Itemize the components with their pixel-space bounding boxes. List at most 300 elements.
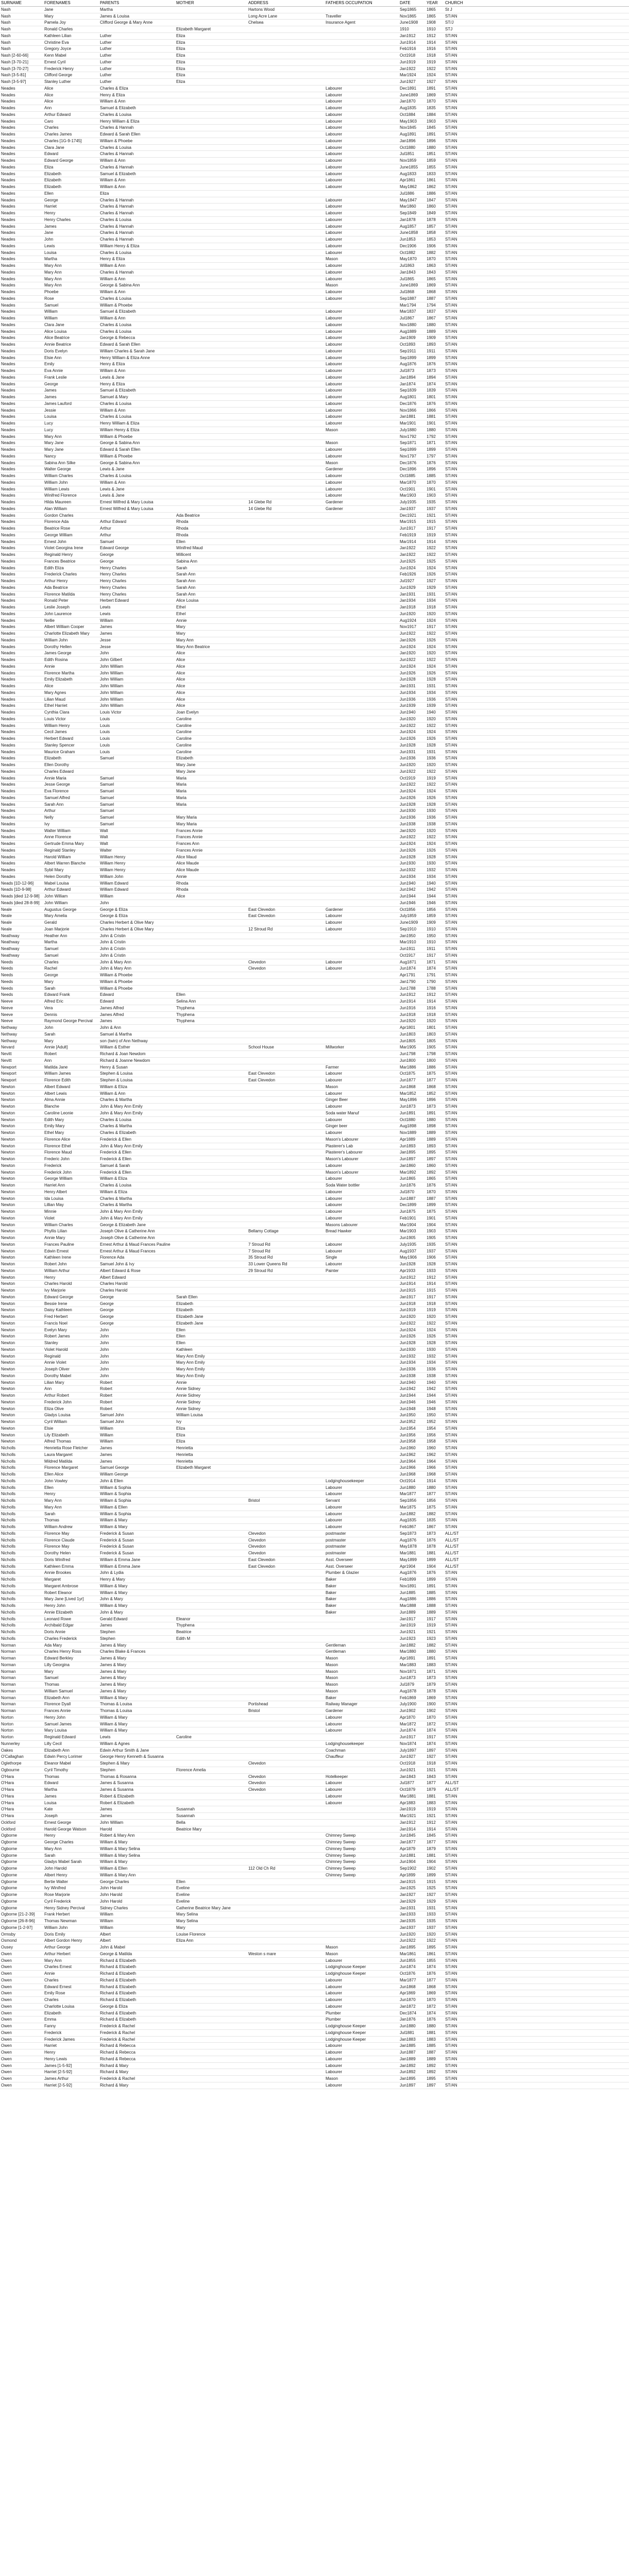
mother-cell: Mary Maria (175, 821, 247, 827)
row-spacer (475, 505, 629, 512)
table-row (0, 1116, 629, 1123)
fathers-occupation-cell (325, 512, 399, 519)
year-cell: 1929 (426, 584, 444, 591)
address-cell: Weston s mare (247, 1951, 325, 1957)
row-spacer (475, 335, 629, 342)
mother-cell (175, 1077, 247, 1084)
surname-cell: Neades (0, 821, 43, 827)
row-spacer (475, 6, 629, 13)
date-cell: Sep1911 (399, 348, 426, 354)
date-cell: Feb1899 (399, 1577, 426, 1583)
address-cell (247, 2082, 325, 2089)
church-cell: ST/AN (444, 1859, 475, 1866)
year-cell: 1940 (426, 1379, 444, 1386)
parents-cell: Richard & Elizabeth (99, 1964, 175, 1971)
church-cell: ST/AN (444, 1589, 475, 1596)
date-cell: Jul1881 (399, 2029, 426, 2036)
forenames-cell: Leslie Joseph (43, 604, 99, 611)
parents-cell: John (99, 1340, 175, 1347)
church-cell: ST/AN (444, 1202, 475, 1209)
mother-cell (175, 926, 247, 933)
surname-cell: Neeve (0, 1011, 43, 1018)
date-cell: Apr1933 (399, 1267, 426, 1274)
year-cell: 1851 (426, 151, 444, 158)
forenames-cell: Reginald Henry (43, 552, 99, 558)
forenames-cell: Charles Harold (43, 1281, 99, 1287)
address-cell (247, 1589, 325, 1596)
surname-cell: Newton (0, 1255, 43, 1261)
parents-cell: Lewis (99, 611, 175, 617)
mother-cell (175, 1149, 247, 1156)
table-row (0, 998, 629, 1005)
date-cell: July1880 (399, 427, 426, 433)
row-spacer (475, 1898, 629, 1905)
mother-cell: Ethel (175, 604, 247, 611)
table-row (0, 1898, 629, 1905)
table-row (0, 512, 629, 519)
row-spacer (475, 1162, 629, 1169)
date-cell: Jan1922 (399, 545, 426, 552)
fathers-occupation-cell: Labourer (325, 926, 399, 933)
table-row (0, 532, 629, 538)
church-cell: ST/AN (444, 1307, 475, 1314)
church-cell: ST/AN (444, 190, 475, 197)
surname-cell: Nash [3-5-81] (0, 72, 43, 79)
parents-cell: Charles Harold (99, 1281, 175, 1287)
mother-cell: Rhoda (175, 880, 247, 887)
year-cell: 1901 (426, 420, 444, 427)
fathers-occupation-cell (325, 79, 399, 86)
year-cell: 1920 (426, 650, 444, 657)
table-row (0, 1340, 629, 1347)
parents-cell: Luther (99, 46, 175, 53)
church-cell: ST/AN (444, 1209, 475, 1215)
row-spacer (475, 624, 629, 631)
church-cell: ST/AN (444, 1051, 475, 1058)
table-row (0, 1182, 629, 1189)
table-row (0, 105, 629, 112)
year-cell: 1874 (426, 1727, 444, 1734)
date-cell: Jun1936 (399, 815, 426, 821)
year-cell: 1792 (426, 433, 444, 440)
surname-cell: Neades (0, 650, 43, 657)
mother-cell (175, 1990, 247, 1997)
column-header: DATE (399, 0, 426, 6)
mother-cell: Caroline (175, 736, 247, 742)
table-row (0, 1675, 629, 1682)
table-row (0, 801, 629, 808)
surname-cell: Neades (0, 755, 43, 762)
surname-cell: Neades (0, 663, 43, 670)
mother-cell (175, 190, 247, 197)
row-spacer (475, 788, 629, 795)
mother-cell: Rhoda (175, 519, 247, 526)
row-spacer (475, 965, 629, 972)
church-cell: ST/AN (444, 1491, 475, 1498)
table-row (0, 887, 629, 893)
row-spacer (475, 321, 629, 328)
row-spacer (475, 473, 629, 480)
surname-cell: Neades (0, 374, 43, 381)
row-spacer (475, 1544, 629, 1550)
surname-cell: Neades (0, 125, 43, 131)
year-cell: 1835 (426, 1517, 444, 1524)
table-row (0, 328, 629, 335)
surname-cell: Owen (0, 1990, 43, 1997)
row-spacer (475, 1852, 629, 1859)
forenames-cell: Edward (43, 151, 99, 158)
mother-cell (175, 342, 247, 348)
surname-cell: Nicholls (0, 1530, 43, 1537)
address-cell (247, 808, 325, 815)
row-spacer (475, 1635, 629, 1642)
fathers-occupation-cell (325, 1419, 399, 1426)
row-spacer (475, 1754, 629, 1760)
table-row (0, 2043, 629, 2049)
address-cell (247, 269, 325, 276)
church-cell: ST/AN (444, 1241, 475, 1248)
church-cell: ST/AN (444, 959, 475, 965)
row-spacer (475, 39, 629, 46)
date-cell: Jun1968 (399, 1471, 426, 1478)
table-row (0, 1327, 629, 1333)
surname-cell: Owen (0, 1964, 43, 1971)
parents-cell: Charles & Louisa (99, 216, 175, 223)
fathers-occupation-cell (325, 755, 399, 762)
table-row (0, 526, 629, 532)
table-row (0, 1038, 629, 1044)
parents-cell: Henry & Eliza (99, 361, 175, 368)
surname-cell: Neades (0, 689, 43, 696)
surname-cell: Nicholls (0, 1445, 43, 1452)
row-spacer (475, 381, 629, 387)
address-cell: Clevedon (247, 1760, 325, 1767)
address-cell (247, 1287, 325, 1294)
parents-cell: Robert (99, 1379, 175, 1386)
church-cell: ST/AN (444, 79, 475, 86)
address-cell (247, 230, 325, 236)
parents-cell: William & Phoebe (99, 985, 175, 992)
church-cell: ST/AN (444, 1110, 475, 1116)
address-cell (247, 433, 325, 440)
parents-cell: Charles & Martha (99, 1123, 175, 1130)
date-cell: Jun1803 (399, 1031, 426, 1038)
row-spacer (475, 1721, 629, 1727)
row-spacer (475, 92, 629, 98)
table-row (0, 1905, 629, 1911)
date-cell: Jun1922 (399, 768, 426, 775)
forenames-cell: Edwin Ernest (43, 1248, 99, 1255)
address-cell (247, 657, 325, 664)
church-cell: ST/AN (444, 2076, 475, 2082)
mother-cell: Beatrice (175, 1629, 247, 1636)
row-spacer (475, 151, 629, 158)
fathers-occupation-cell: Labourer (325, 447, 399, 453)
mother-cell (175, 933, 247, 939)
surname-cell: Norman (0, 1675, 43, 1682)
date-cell: May1870 (399, 256, 426, 263)
surname-cell: Newport (0, 1071, 43, 1077)
date-cell: Jun1926 (399, 794, 426, 801)
year-cell: 1881 (426, 1852, 444, 1859)
surname-cell: Newton (0, 1386, 43, 1393)
table-row (0, 1451, 629, 1458)
mother-cell (175, 1248, 247, 1255)
church-cell: ST/AN (444, 519, 475, 526)
surname-cell: Nunnerley (0, 1740, 43, 1747)
mother-cell (175, 1498, 247, 1504)
mother-cell: Annie Sidney (175, 1399, 247, 1405)
parents-cell: George & Eliza (99, 2003, 175, 2010)
church-cell: ST/AN (444, 65, 475, 72)
fathers-occupation-cell: Labourer (325, 1990, 399, 1997)
date-cell: Jun1922 (399, 1320, 426, 1327)
date-cell: Nov1797 (399, 453, 426, 460)
church-cell: ST/AN (444, 2029, 475, 2036)
church-cell: ST/AN (444, 624, 475, 631)
parents-cell: Louis (99, 716, 175, 722)
parents-cell: Charles & Hannah (99, 204, 175, 210)
table-row (0, 1530, 629, 1537)
table-row (0, 6, 629, 13)
table-row (0, 1176, 629, 1182)
parents-cell: William & Emma Jane (99, 1556, 175, 1563)
fathers-occupation-cell (325, 643, 399, 650)
mother-cell (175, 387, 247, 394)
forenames-cell: Mabel Louisa (43, 880, 99, 887)
table-row (0, 1209, 629, 1215)
year-cell: 1877 (426, 1839, 444, 1846)
parents-cell: Thomas & Rosanna (99, 1773, 175, 1780)
address-cell (247, 118, 325, 125)
table-row (0, 643, 629, 650)
row-spacer (475, 729, 629, 736)
parents-cell: Richard & Joan Newdom (99, 1051, 175, 1058)
forenames-cell: Annie Beatrice (43, 342, 99, 348)
parents-cell: John Harold (99, 1898, 175, 1905)
year-cell: 1934 (426, 873, 444, 880)
surname-cell: Neades (0, 295, 43, 302)
table-row (0, 1635, 629, 1642)
forenames-cell: Kate (43, 1806, 99, 1813)
mother-cell: Caroline (175, 716, 247, 722)
row-spacer (475, 85, 629, 92)
church-cell: ST/AN (444, 105, 475, 112)
church-cell: ST/AN (444, 1938, 475, 1944)
mother-cell (175, 328, 247, 335)
surname-cell: Neades (0, 223, 43, 230)
row-spacer (475, 1971, 629, 1977)
fathers-occupation-cell: Labourer (325, 144, 399, 151)
mother-cell: Henrietta (175, 1445, 247, 1452)
year-cell: 1910 (426, 939, 444, 946)
table-row (0, 1944, 629, 1951)
parents-cell: Louis (99, 722, 175, 729)
table-row (0, 900, 629, 906)
forenames-cell: James Arthur (43, 2076, 99, 2082)
mother-cell (175, 20, 247, 26)
date-cell: Apr1791 (399, 972, 426, 979)
parents-cell: William & Mary (99, 1517, 175, 1524)
date-cell: Jun1923 (399, 1635, 426, 1642)
parents-cell: Samuel & Elizabeth (99, 171, 175, 177)
row-spacer (475, 1110, 629, 1116)
surname-cell: Newton (0, 1215, 43, 1222)
table-row (0, 479, 629, 486)
address-cell (247, 342, 325, 348)
forenames-cell: Charles (43, 125, 99, 131)
mother-cell (175, 1556, 247, 1563)
church-cell: ST/AN (444, 1438, 475, 1445)
date-cell: Jun1931 (399, 749, 426, 755)
year-cell: 1855 (426, 164, 444, 171)
church-cell: ST/AN (444, 2056, 475, 2062)
date-cell: Jun1922 (399, 834, 426, 841)
fathers-occupation-cell (325, 302, 399, 309)
row-spacer (475, 1537, 629, 1544)
parents-cell: Samuel John & Ivy (99, 1261, 175, 1268)
table-row (0, 1727, 629, 1734)
parents-cell: William & Phoebe (99, 978, 175, 985)
surname-cell: Neades (0, 171, 43, 177)
year-cell: 1855 (426, 1957, 444, 1964)
table-row (0, 926, 629, 933)
mother-cell: Ellen (175, 538, 247, 545)
parents-cell: Samuel (99, 788, 175, 795)
row-spacer (475, 1130, 629, 1137)
year-cell: 1899 (426, 1556, 444, 1563)
year-cell: 1881 (426, 1550, 444, 1557)
surname-cell: Nicholls (0, 1629, 43, 1636)
table-row (0, 1740, 629, 1747)
fathers-occupation-cell: Labourer (325, 354, 399, 361)
row-spacer (475, 1077, 629, 1084)
mother-cell (175, 1228, 247, 1235)
church-cell: ST/AN (444, 1346, 475, 1353)
fathers-occupation-cell: Labourer (325, 1714, 399, 1721)
surname-cell: Norton (0, 1714, 43, 1721)
address-cell (247, 663, 325, 670)
surname-cell: Ogborne (0, 1898, 43, 1905)
address-cell (247, 2016, 325, 2023)
fathers-occupation-cell (325, 663, 399, 670)
parents-cell: William & Emma Jane (99, 1563, 175, 1570)
row-spacer (475, 53, 629, 59)
forenames-cell: Henry Lewis (43, 2056, 99, 2062)
row-spacer (475, 466, 629, 473)
church-cell: ST/AN (444, 1806, 475, 1813)
church-cell: ST/AN (444, 1372, 475, 1379)
row-spacer (475, 1202, 629, 1209)
fathers-occupation-cell: Gentleman (325, 1649, 399, 1655)
surname-cell: Neades (0, 309, 43, 315)
year-cell: 1835 (426, 105, 444, 112)
table-row (0, 558, 629, 565)
table-row (0, 59, 629, 65)
table-row (0, 1215, 629, 1222)
year-cell: 1908 (426, 20, 444, 26)
row-spacer (475, 1090, 629, 1097)
fathers-occupation-cell: Labourer (325, 1202, 399, 1209)
address-cell (247, 184, 325, 191)
row-spacer (475, 519, 629, 526)
church-cell: ST/AN (444, 1478, 475, 1484)
address-cell (247, 111, 325, 118)
table-row (0, 433, 629, 440)
date-cell: Jun1928 (399, 676, 426, 683)
table-row (0, 689, 629, 696)
fathers-occupation-cell: Mason (325, 1675, 399, 1682)
fathers-occupation-cell (325, 1379, 399, 1386)
forenames-cell: Albert Warren Blanche (43, 860, 99, 867)
forenames-cell: Albert Gordon Henry (43, 1938, 99, 1944)
row-spacer (475, 354, 629, 361)
fathers-occupation-cell: Labourer (325, 400, 399, 407)
mother-cell: Ellen (175, 992, 247, 998)
mother-cell (175, 1800, 247, 1806)
table-row (0, 32, 629, 39)
forenames-cell: Ethel Mary (43, 1130, 99, 1137)
forenames-cell: Mary Jane [Lived 1yr] (43, 1596, 99, 1603)
row-spacer (475, 394, 629, 401)
mother-cell (175, 216, 247, 223)
parents-cell: William (99, 617, 175, 624)
year-cell: 1940 (426, 709, 444, 716)
mother-cell (175, 1839, 247, 1846)
forenames-cell: Mary Ann (43, 1498, 99, 1504)
row-spacer (475, 1878, 629, 1885)
address-cell (247, 1577, 325, 1583)
church-cell: ST/AN (444, 1866, 475, 1872)
forenames-cell: Florence May (43, 1544, 99, 1550)
parents-cell: Richard & Mary (99, 2062, 175, 2069)
date-cell: Jun1921 (399, 1629, 426, 1636)
church-cell: ST/AN (444, 1215, 475, 1222)
forenames-cell: Ronald Charles (43, 26, 99, 33)
church-cell: ST/AN (444, 794, 475, 801)
table-row (0, 466, 629, 473)
date-cell: Jun1922 (399, 657, 426, 664)
year-cell: 1922 (426, 545, 444, 552)
date-cell: June1858 (399, 230, 426, 236)
forenames-cell: Annie Violet (43, 1360, 99, 1366)
address-cell (247, 72, 325, 79)
row-spacer (475, 920, 629, 926)
address-cell (247, 1839, 325, 1846)
parents-cell: Arthur Edward (99, 519, 175, 526)
table-row (0, 538, 629, 545)
year-cell: 1935 (426, 1241, 444, 1248)
church-cell: ST/AN (444, 663, 475, 670)
parents-cell: William & Ann (99, 407, 175, 414)
year-cell: 1920 (426, 716, 444, 722)
fathers-occupation-cell: Lodginghouse Keeper (325, 2023, 399, 2030)
surname-cell: Nicholls (0, 1458, 43, 1465)
parents-cell: Frederick & Rachel (99, 2036, 175, 2043)
forenames-cell: Edward Ernest (43, 1984, 99, 1990)
mother-cell (175, 1267, 247, 1274)
table-row (0, 263, 629, 269)
parents-cell: Charles & Eliza (99, 85, 175, 92)
surname-cell: Ousey (0, 1944, 43, 1951)
church-cell: ST/AN (444, 1149, 475, 1156)
date-cell: Mar1914 (399, 538, 426, 545)
year-cell: 1914 (426, 1478, 444, 1484)
table-row (0, 1504, 629, 1511)
parents-cell: William & Ann (99, 263, 175, 269)
year-cell: 1870 (426, 98, 444, 105)
church-cell: ST/AN (444, 1747, 475, 1754)
